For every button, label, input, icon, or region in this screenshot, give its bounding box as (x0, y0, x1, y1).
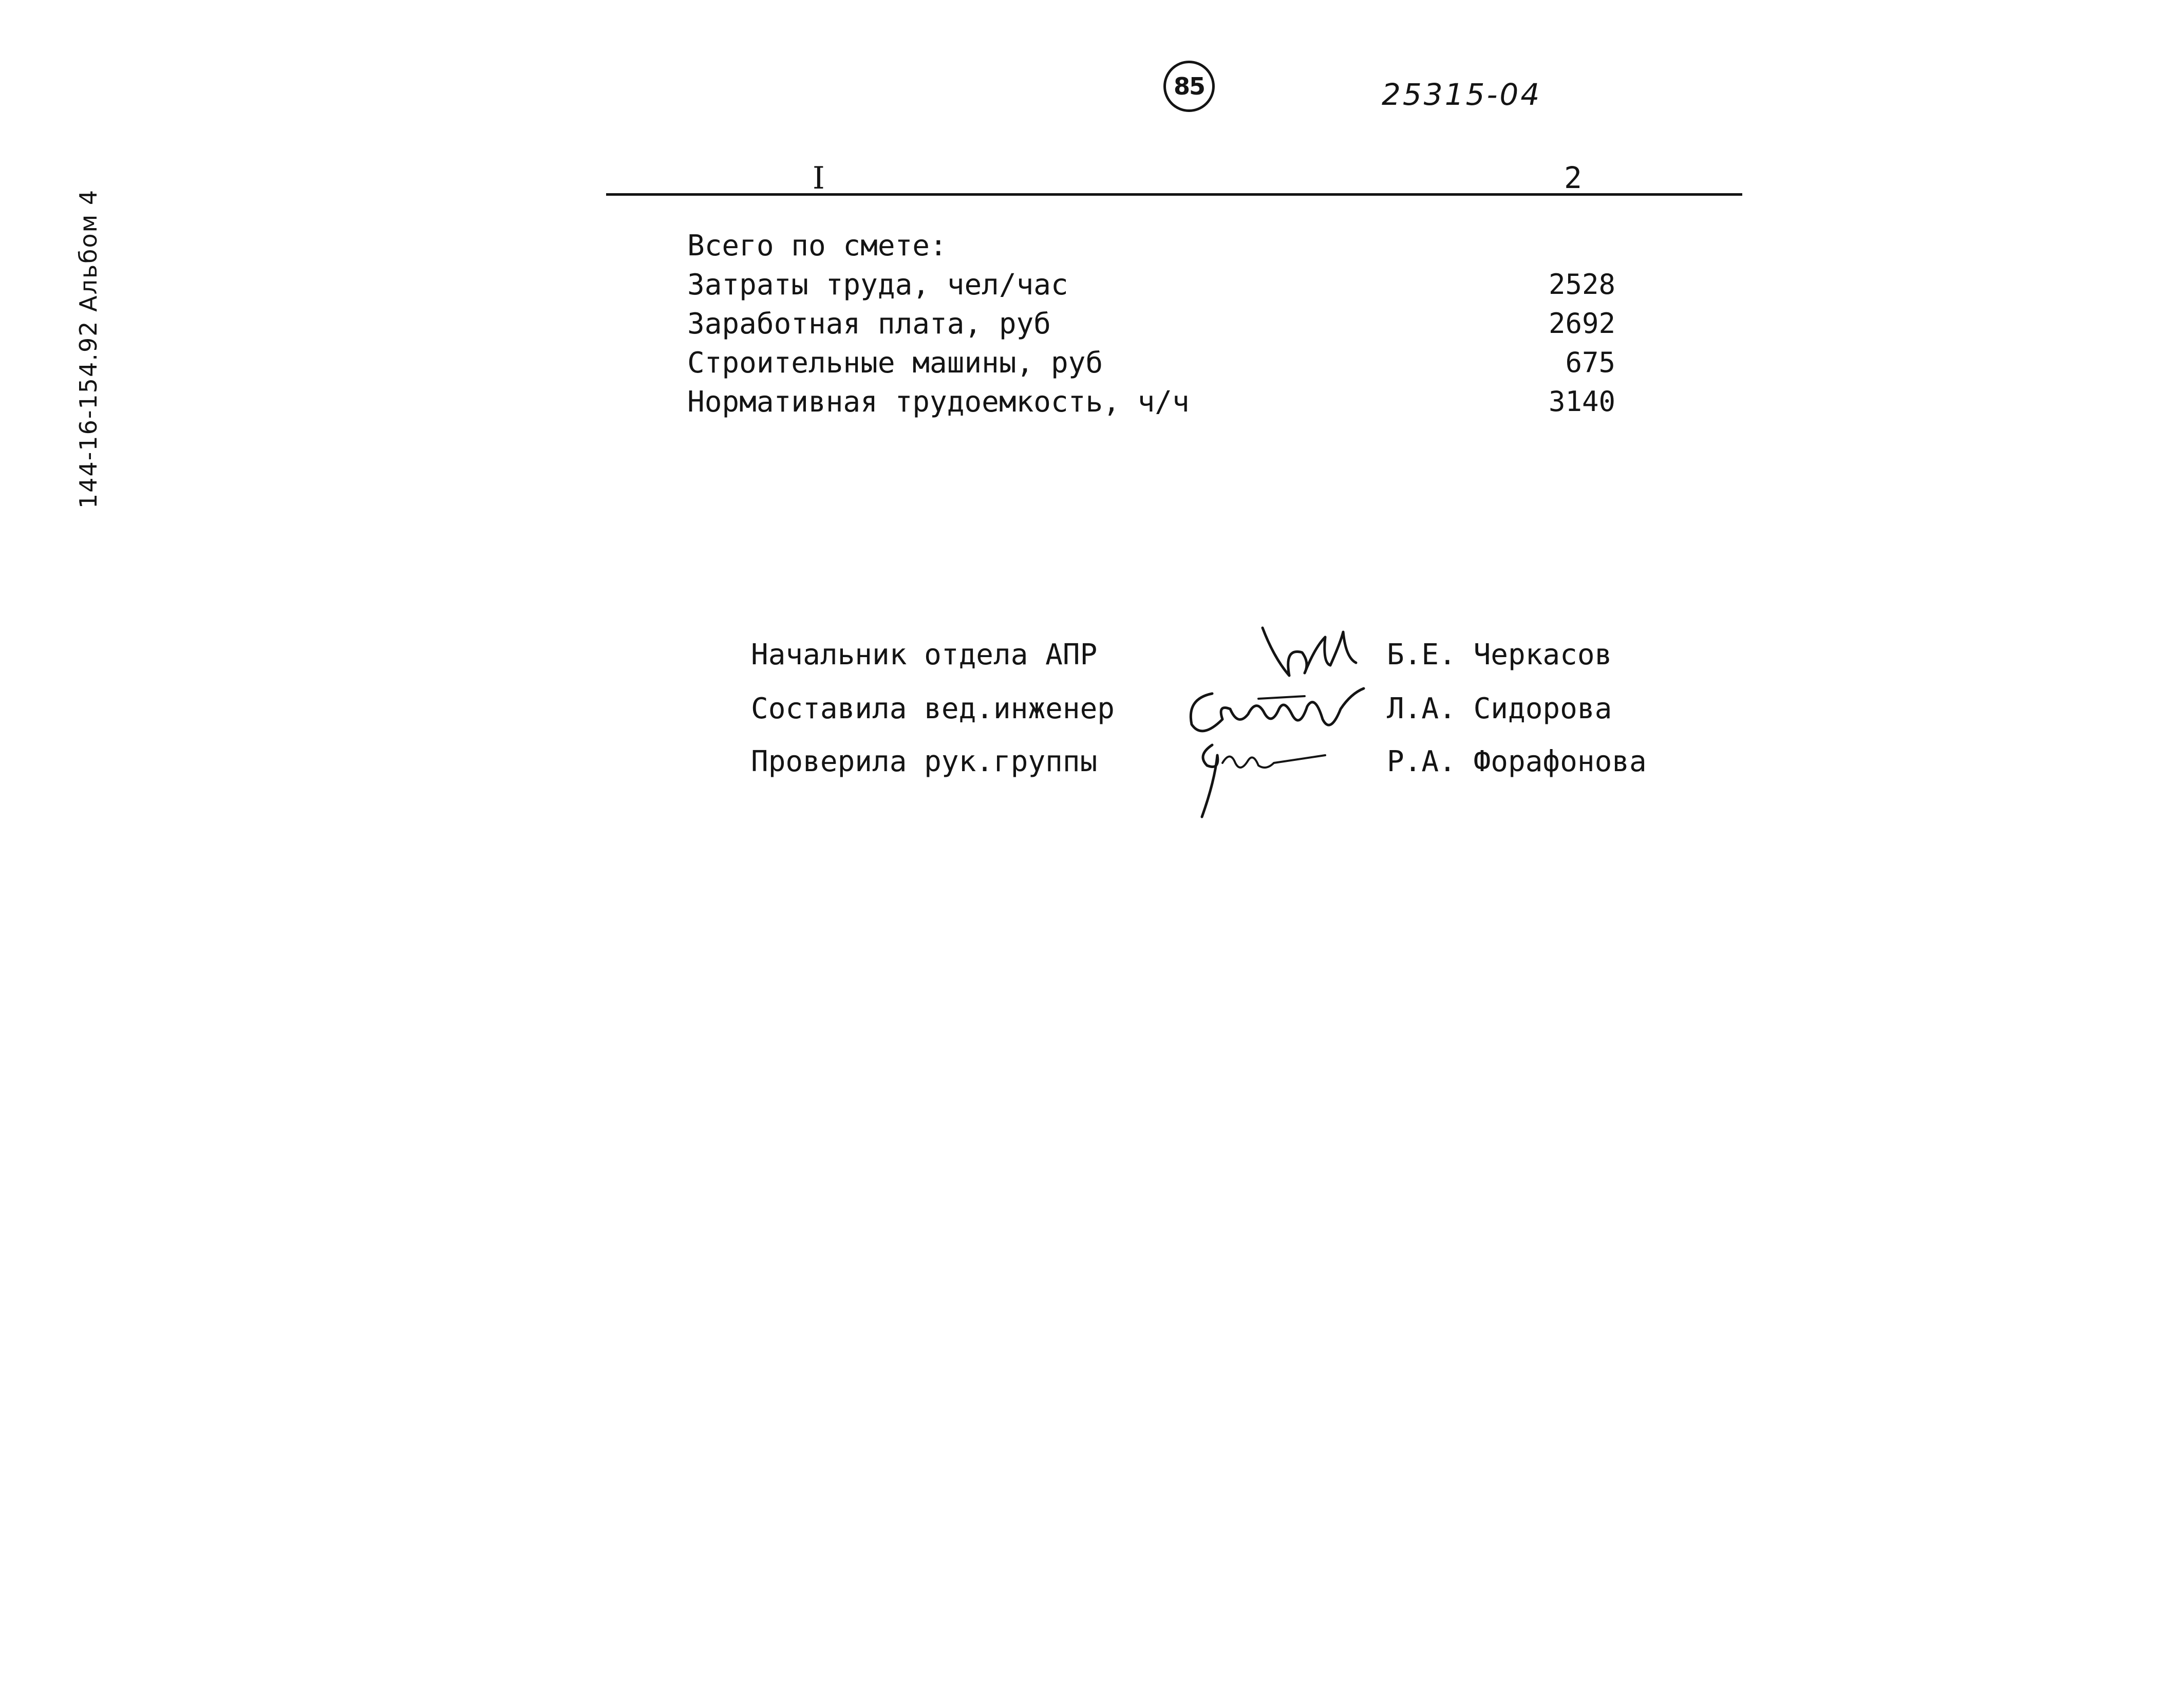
signature-name-checker: Р.А. Форафонова (1387, 745, 1647, 778)
row-label-norm-labor: Нормативная трудоемкость, ч/ч (687, 385, 1190, 419)
handwritten-signature-1 (1253, 617, 1366, 688)
row-label-labor: Затраты труда, чел/час (687, 268, 1068, 302)
row-value-norm-labor: 3140 (1548, 385, 1615, 418)
column-header-1: I (813, 160, 825, 196)
row-value-machines: 675 (1565, 346, 1615, 379)
page-number-badge (1163, 61, 1215, 112)
page-number: 85 (1173, 72, 1204, 100)
column-header-2: 2 (1564, 160, 1582, 195)
row-value-labor: 2528 (1548, 268, 1615, 301)
signature-role-compiler: Составила вед.инженер (751, 692, 1115, 725)
handwritten-signature-3 (1181, 735, 1346, 827)
header-divider (606, 193, 1742, 196)
document-code: 25315-04 (1382, 77, 1542, 112)
row-value-wages: 2692 (1548, 307, 1615, 340)
signature-name-compiler: Л.А. Сидорова (1387, 692, 1612, 725)
row-label-machines: Строительные машины, руб (687, 346, 1103, 380)
signature-role-head: Начальник отдела АПР (751, 638, 1098, 671)
side-caption: 144-16-154.92 Альбом 4 (74, 189, 102, 509)
signature-name-head: Б.Е. Черкасов (1387, 638, 1612, 671)
row-label-wages: Заработная плата, руб (687, 307, 1051, 341)
section-title: Всего по смете: (687, 229, 947, 263)
signature-role-checker: Проверила рук.группы (751, 745, 1098, 778)
